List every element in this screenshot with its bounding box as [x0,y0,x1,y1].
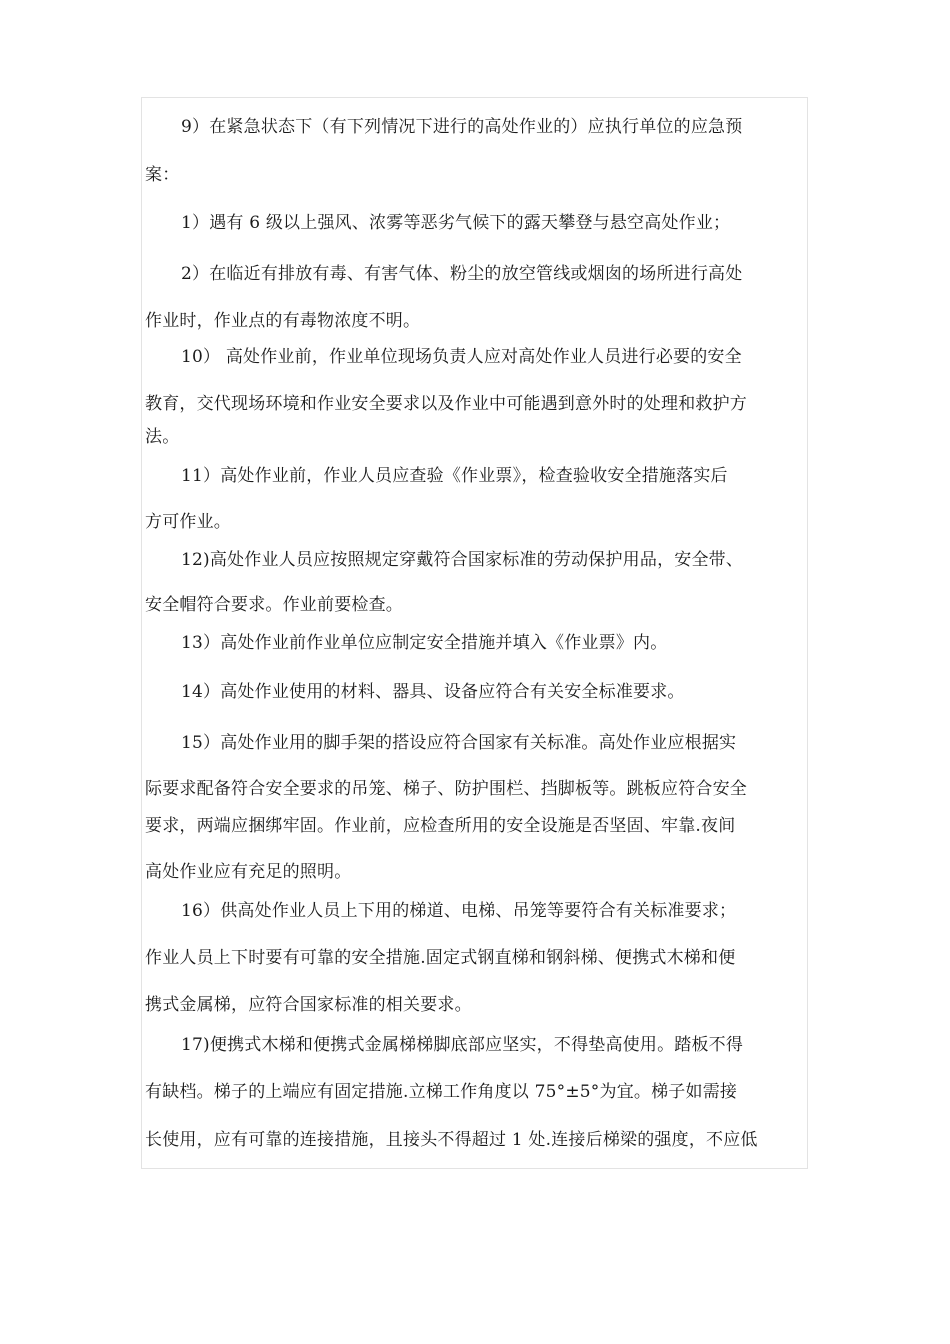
text-line-item-17: 17)便携式木梯和便携式金属梯梯脚底部应坚实，不得垫高使用。踏板不得 [181,1035,744,1055]
text-line-item-9: 9）在紧急状态下（有下列情况下进行的高处作业的）应执行单位的应急预 [181,117,743,137]
text-line-item-15-cont3: 高处作业应有充足的照明。 [145,862,352,882]
text-line-subitem-2: 2）在临近有排放有毒、有害气体、粉尘的放空管线或烟囱的场所进行高处 [181,264,743,284]
text-line-item-15: 15）高处作业用的脚手架的搭设应符合国家有关标准。高处作业应根据实 [181,733,737,753]
text-line-item-12: 12)高处作业人员应按照规定穿戴符合国家标准的劳动保护用品，安全带、 [181,550,744,570]
text-line-item-9-cont: 案： [145,165,180,185]
text-line-item-10-cont1: 教育，交代现场环境和作业安全要求以及作业中可能遇到意外时的处理和救护方 [145,394,747,414]
text-line-item-11: 11）高处作业前，作业人员应查验《作业票》，检查验收安全措施落实后 [181,466,728,486]
text-line-item-17-cont1: 有缺档。梯子的上端应有固定措施.立梯工作角度以 75°±5°为宜。梯子如需接 [145,1082,738,1102]
text-line-item-16-cont1: 作业人员上下时要有可靠的安全措施.固定式钢直梯和钢斜梯、便携式木梯和便 [145,948,736,968]
text-line-item-16-cont2: 携式金属梯，应符合国家标准的相关要求。 [145,995,472,1015]
text-line-item-17-cont2: 长使用，应有可靠的连接措施，且接头不得超过 1 处.连接后梯梁的强度，不应低 [145,1130,758,1150]
text-line-item-15-cont1: 际要求配备符合安全要求的吊笼、梯子、防护围栏、挡脚板等。跳板应符合安全 [145,779,747,799]
text-line-item-15-cont2: 要求，两端应捆绑牢固。作业前，应检查所用的安全设施是否坚固、牢靠.夜间 [145,816,736,836]
text-line-subitem-2-cont: 作业时，作业点的有毒物浓度不明。 [145,311,421,331]
document-page [141,97,808,1169]
text-line-item-14: 14）高处作业使用的材料、器具、设备应符合有关安全标准要求。 [181,682,685,702]
text-line-subitem-1: 1）遇有 6 级以上强风、浓雾等恶劣气候下的露天攀登与悬空高处作业； [181,213,731,233]
text-line-item-10: 10） 高处作业前，作业单位现场负责人应对高处作业人员进行必要的安全 [181,347,742,367]
text-line-item-10-cont2: 法。 [145,427,180,447]
text-line-item-12-cont: 安全帽符合要求。作业前要检查。 [145,595,403,615]
text-line-item-13: 13）高处作业前作业单位应制定安全措施并填入《作业票》内。 [181,633,668,653]
text-line-item-11-cont: 方可作业。 [145,512,231,532]
text-line-item-16: 16）供高处作业人员上下用的梯道、电梯、吊笼等要符合有关标准要求； [181,901,737,921]
